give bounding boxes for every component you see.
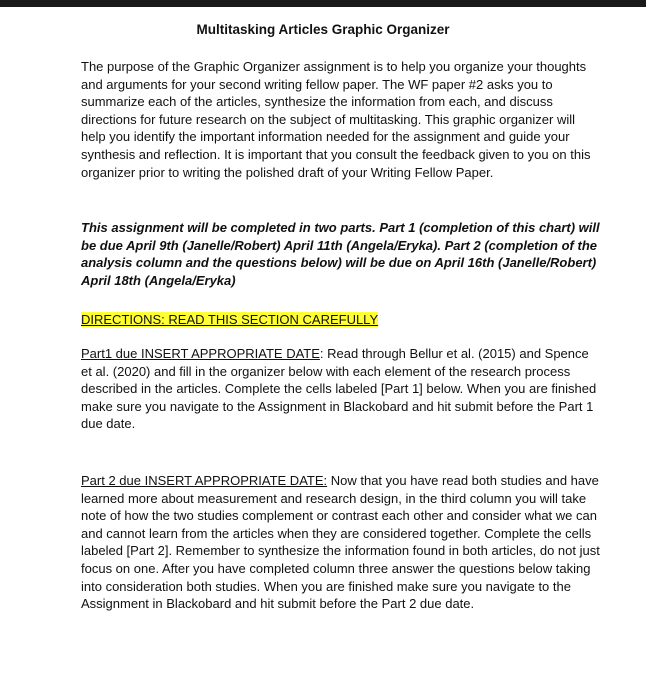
part2-paragraph [81,472,601,613]
directions-paragraph [81,311,601,329]
intro-paragraph: The purpose of the Graphic Organizer assignment is to help you organize your thoughts and arguments for your second writing fellow paper. The WF paper #2 asks you to summarize each of the articles, synthesize the information from each, and discuss directions for future research on the subject of multitasking. This graphic organizer will help you identify the important information needed for the assignment and guide your synthesis and reflection. It is important that you consult the feedback given to you on this organizer prior to writing the polished draft of your Writing Fellow Paper. [81,59,591,180]
due-dates-paragraph: This assignment will be completed in two parts. Part 1 (completion of this chart) will be due April 9th (Janelle/Robert) April 11th (Angela/Eryka). Part 2 (completion of the analysis column and the questions below) will be due on April 16th (Janelle/Robert) April 18th (Angela/Eryka) [81,220,600,288]
part1-paragraph [81,345,601,433]
part2-text: Now that you have read both studies and have learned more about measurement and research design, in the third column you will take note of how the two studies complement or contrast each other and consider what we can and cannot learn from the articles when they are considered together. Complete the cells labeled [Part 2]. Remember to synthesize the information found in both articles, do not just focus on one. After you have completed column three answer the questions below taking into consideration both studies. When you are finished make sure you navigate to the Assignment in Blackobard and hit submit before the Part 2 due date. [81,473,600,612]
page-title: Multitasking Articles Graphic Organizer [196,22,450,37]
part2-label: Part 2 due INSERT APPROPRIATE DATE: [81,473,328,488]
top-border [0,0,646,7]
part1-label: Part1 due INSERT APPROPRIATE DATE [81,346,320,361]
directions-heading: DIRECTIONS: READ THIS SECTION CAREFULLY [81,312,379,327]
part1-text: : Read through Bellur et al. (2015) and Spence et al. (2020) and fill in the organizer below with each element of the research process described in the articles. Complete the cells labeled [Part 1] below. When you are finished make sure you navigate to the Assignment in Blackobard and hit submit before the Part 1 due date. [81,346,597,432]
